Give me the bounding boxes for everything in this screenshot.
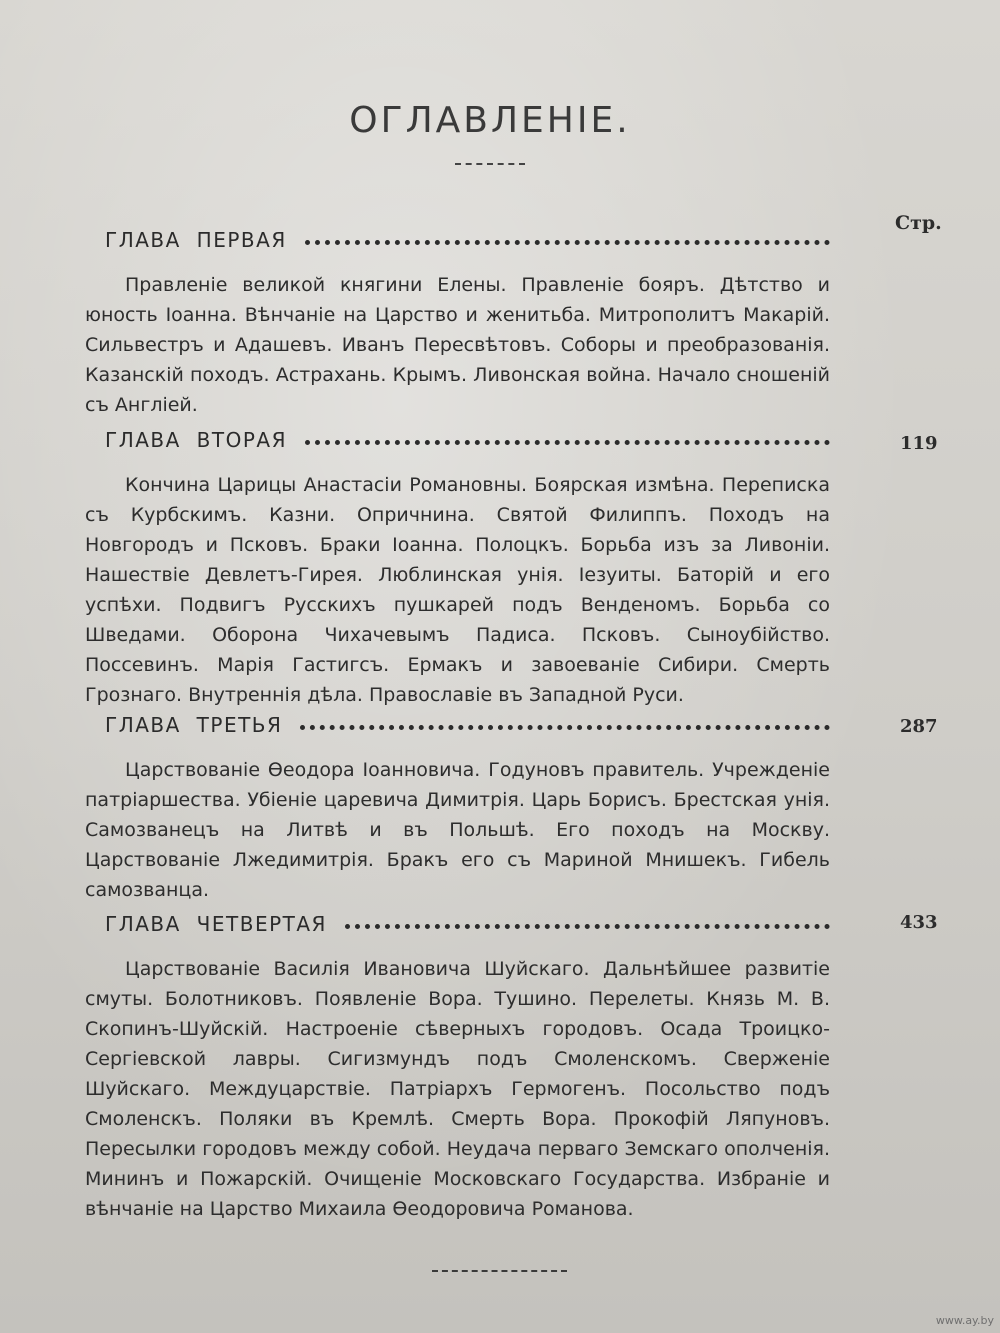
chapter-entry bbox=[85, 428, 830, 710]
chapter-page-number: 433 bbox=[900, 912, 938, 933]
chapter-heading bbox=[85, 428, 830, 458]
watermark-text: www.ay.by bbox=[935, 1314, 994, 1327]
chapter-description: Царствованіе Василія Ивановича Шуйскаго. Дальнѣйшее развитіе смуты. Болотниковъ. Появленіе Вора. Тушино. Перелеты. Князь М. В. Скопинъ-Шуйскій. Настроеніе сѣверныхъ городовъ. Осада Троицко-Сергіевской лавры. Сигизмундъ подъ Смоленскомъ. Сверженіе Шуйскаго. Междуцарствіе. Патріархъ Гермогенъ. Посольство подъ Смоленскъ. Поляки въ Кремлѣ. Смерть Вора. Прокофій Ляпуновъ. Пересылки городовъ между собой. Неудача перваго Земскаго ополченія. Мининъ и Пожарскій. Очищеніе Московскаго Государства. Избраніе и вѣнчаніе на Царство Михаила Ѳеодоровича Романова. bbox=[85, 958, 830, 1220]
chapter-heading bbox=[85, 912, 830, 942]
chapter-page-number: 287 bbox=[900, 716, 938, 737]
chapter-page-number: 119 bbox=[900, 433, 938, 454]
dot-leaders bbox=[300, 715, 830, 730]
page-column-label: Стр. bbox=[895, 212, 942, 234]
chapter-description: Правленіе великой княгини Елены. Правленіе бояръ. Дѣтство и юность Іоанна. Вѣнчаніе на Царство и женитьба. Митрополитъ Макарій. Сильвестръ и Адашевъ. Иванъ Пересвѣтовъ. Соборы и преобразованія. Казанскій походъ. Астрахань. Крымъ. Ливонская война. Начало сношеній съ Англіей. bbox=[85, 274, 830, 416]
dot-leaders bbox=[305, 230, 830, 245]
chapter-description: Кончина Царицы Анастасіи Романовны. Боярская измѣна. Переписка съ Курбскимъ. Казни. Опричнина. Святой Филиппъ. Походъ на Новгородъ и Псковъ. Браки Іоанна. Полоцкъ. Борьба изъ за Ливоніи. Нашествіе Девлетъ-Гирея. Люблинская унія. Іезуиты. Баторій и его успѣхи. Подвигъ Русскихъ пушкарей подъ Венденомъ. Борьба со Шведами. Оборона Чихачевымъ Падиса. Псковъ. Сыноубійство. Поссевинъ. Марія Гастигсъ. Ермакъ и завоеваніе Сибири. Смерть Грознаго. Внутреннія дѣла. Православіе въ Западной Руси. bbox=[85, 474, 830, 706]
dot-leaders bbox=[305, 430, 830, 445]
chapter-title: ГЛАВА ТРЕТЬЯ bbox=[105, 713, 283, 737]
chapter-heading bbox=[85, 228, 830, 258]
dot-leaders bbox=[345, 914, 830, 929]
chapter-entry bbox=[85, 228, 830, 420]
chapter-description: Царствованіе Ѳеодора Іоанновича. Годуновъ правитель. Учрежденіе патріаршества. Убіеніе царевича Димитрія. Царь Борисъ. Брестская унія. Самозванецъ на Литвѣ и въ Польшѣ. Его походъ на Москву. Царствованіе Лжедимитрія. Бракъ его съ Мариной Мнишекъ. Гибель самозванца. bbox=[85, 759, 830, 901]
chapter-title: ГЛАВА ЧЕТВЕРТАЯ bbox=[105, 912, 327, 936]
chapter-title: ГЛАВА ПЕРВАЯ bbox=[105, 228, 287, 252]
page-title: ОГЛАВЛЕНIЕ. bbox=[349, 100, 631, 141]
title-divider bbox=[455, 163, 525, 165]
chapter-heading bbox=[85, 713, 830, 743]
end-divider bbox=[432, 1270, 567, 1272]
chapter-entry bbox=[85, 713, 830, 905]
chapter-title: ГЛАВА ВТОРАЯ bbox=[105, 428, 287, 452]
chapter-entry bbox=[85, 912, 830, 1224]
